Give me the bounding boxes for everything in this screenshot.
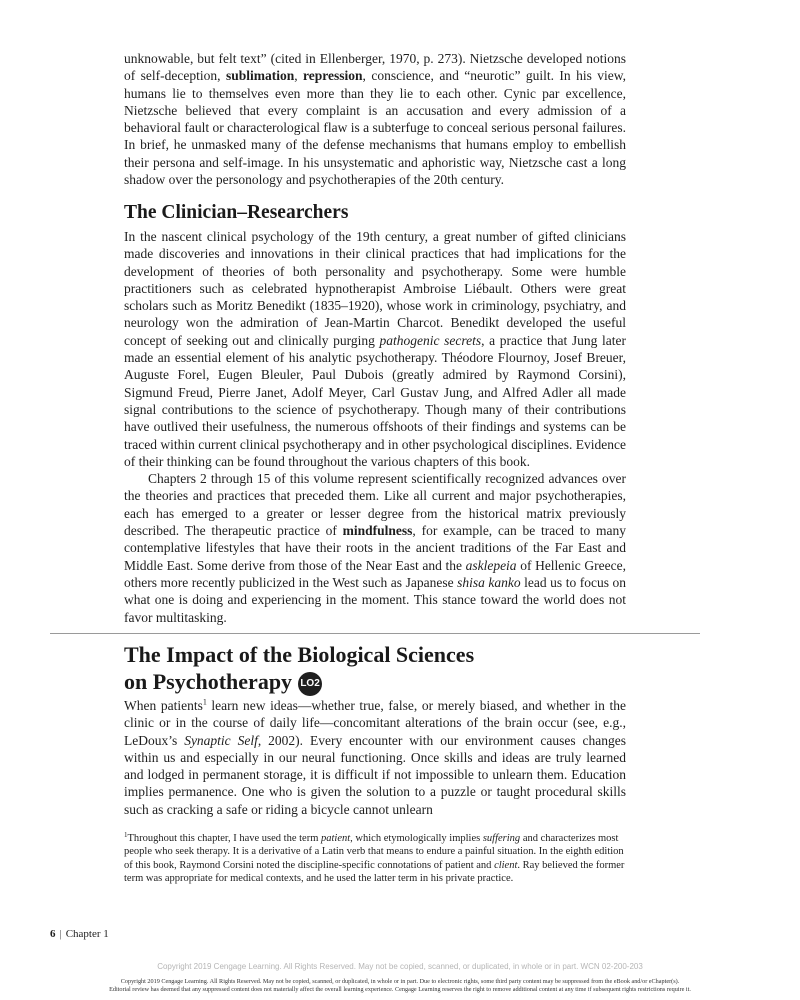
section-impact-biological-sciences (124, 641, 626, 818)
chapter-label: Chapter 1 (65, 928, 109, 940)
section-clinician-researchers (124, 201, 626, 626)
term-shisa-kanko: shisa kanko (457, 574, 521, 590)
copyright-line-2: Editorial review has deemed that any suppressed content does not materially affect the overall learning experience. Cengage Learning reserves the right to remove additional content at any time if subsequent rights restrictions require it. (109, 986, 691, 993)
page-number: 6 (50, 928, 56, 940)
copyright-line-1: Copyright 2019 Cengage Learning. All Rights Reserved. May not be copied, scanned, or duplicated, in whole or in part. Due to electronic rights, some third party content may be suppressed from the eBook and/or eChapter(s). (120, 978, 680, 985)
clinician-paragraph-1: In the nascent clinical psychology of the 19th century, a great number of gifted clinicians made discoveries and innovations in their clinical practices that had implications for the development of theories of both personality and psychotherapy. Some were humble practitioners such as celebrated hypnotherapist Ambroise Liébault. Others were great scholars such as Moritz Benedikt (1835–1920), whose work in criminology, psychiatry, and neurology won the admiration of Jean-Martin Charcot. Benedikt developed the useful concept of seeking out and clinically purging pathogenic secrets, a practice that Jung later made an essential element of his analytic psychotherapy. Théodore Flournoy, Josef Breuer, Auguste Forel, Eugen Bleuler, Paul Dubois (greatly admired by Raymond Corsini), Sigmund Freud, Pierre Janet, Adolf Meyer, Carl Gustav Jung, and Alfred Adler all made signal contributions to the science of psychotherapy. Though many of their contributions have outlived their usefulness, the numerous offshoots of their findings and systems can be traced within current clinical psychotherapy and in other psychological disciplines. Evidence of their thinking can be found throughout the various chapters of this book. (124, 229, 627, 469)
footnote-ref-1[interactable]: 1 (202, 697, 207, 707)
nietzsche-paragraph: unknowable, but felt text” (cited in Ellenberger, 1970, p. 273). Nietzsche developed notions of self-deception, sublimation, repression, conscience, and “neurotic” guilt. In his view, humans lie to themselves even more than they lie to each other. Cynic par excellence, Nietzsche believed that every complaint is an accusation and every admission of a behavioral fault or characterological flaw is a subterfuge to conceal serious personal failures. In brief, he unmasked many of the defense mechanisms that humans employ to embellish their persona and self-image. In his unsystematic and aphoristic way, Nietzsche cast a long shadow over the personology and psychotherapies of the 20th century. (124, 51, 627, 188)
clinician-paragraph-2: Chapters 2 through 15 of this volume represent scientifically recognized advances over the theories and practices that preceded them. Like all current and major psychotherapies, each has emerged to a greater or lesser degree from the historical matrix previously described. The therapeutic practice of mindfulness, for example, can be traced to many contemplative lifestyles that have their roots in the ancient traditions of the Far East and Middle East. Some derive from those of the Near East and the asklepeia of Hellenic Greece, others more recently publicized in the West such as Japanese shisa kanko lead us to focus on what one is doing and experiencing in the moment. This stance toward the world does not favor multitasking. (124, 471, 627, 625)
section-divider (50, 633, 700, 634)
chapter-section-heading: The Impact of the Biological Sciences on Psychotherapy LO2 (124, 642, 475, 694)
footer-separator: | (59, 928, 62, 940)
term-pathogenic-secrets: pathogenic secrets (379, 332, 482, 348)
footnote-marker: 1 (124, 831, 128, 839)
learning-objective-badge: LO2 (298, 672, 322, 696)
term-asklepeia: asklepeia (465, 557, 517, 573)
page-footer (50, 928, 109, 940)
term-synaptic-self: Synaptic Self (184, 732, 258, 748)
section-heading-clinician-researchers: The Clinician–Researchers (124, 202, 349, 223)
term-repression: repression (303, 68, 363, 84)
cengage-watermark-notice: Copyright 2019 Cengage Learning. All Rights Reserved. May not be copied, scanned, or duplicated, in whole or in part. WCN 02-200-203 (157, 962, 643, 971)
term-sublimation: sublimation (225, 68, 295, 84)
footnote-1: $^1$Throughout this chapter, I have used the term patient, which etymologically implies suffering and characterizes most people who seek therapy. It is a derivative of a Latin verb that means to endure a painful situation. In the eighth edition of this book, Raymond Corsini noted the discipline-specific connotations of patient and client. Ray believed the former term was appropriate for medical contexts, and he used the latter term in his private practice. (124, 831, 625, 885)
term-mindfulness: mindfulness (342, 523, 413, 539)
top-paragraph-block (124, 50, 626, 188)
footnote-block (124, 829, 626, 886)
impact-paragraph-1: When patients$^1$ learn new ideas—whether true, false, or merely biased, and whether in the clinic or in the course of daily life—concomitant alterations of the brain occur (see, e.g., LeDoux’s Synaptic Self, 2002). Every encounter with our environment causes changes within us and especially in our neural functioning. Once skills and ideas are truly learned and lodged in permanent storage, it is difficult if not impossible to unlearn them. Education implies permanence. One who is given the solution to a puzzle or taught procedural skills such as cracking a safe or riding a bicycle cannot unlearn (124, 697, 626, 817)
